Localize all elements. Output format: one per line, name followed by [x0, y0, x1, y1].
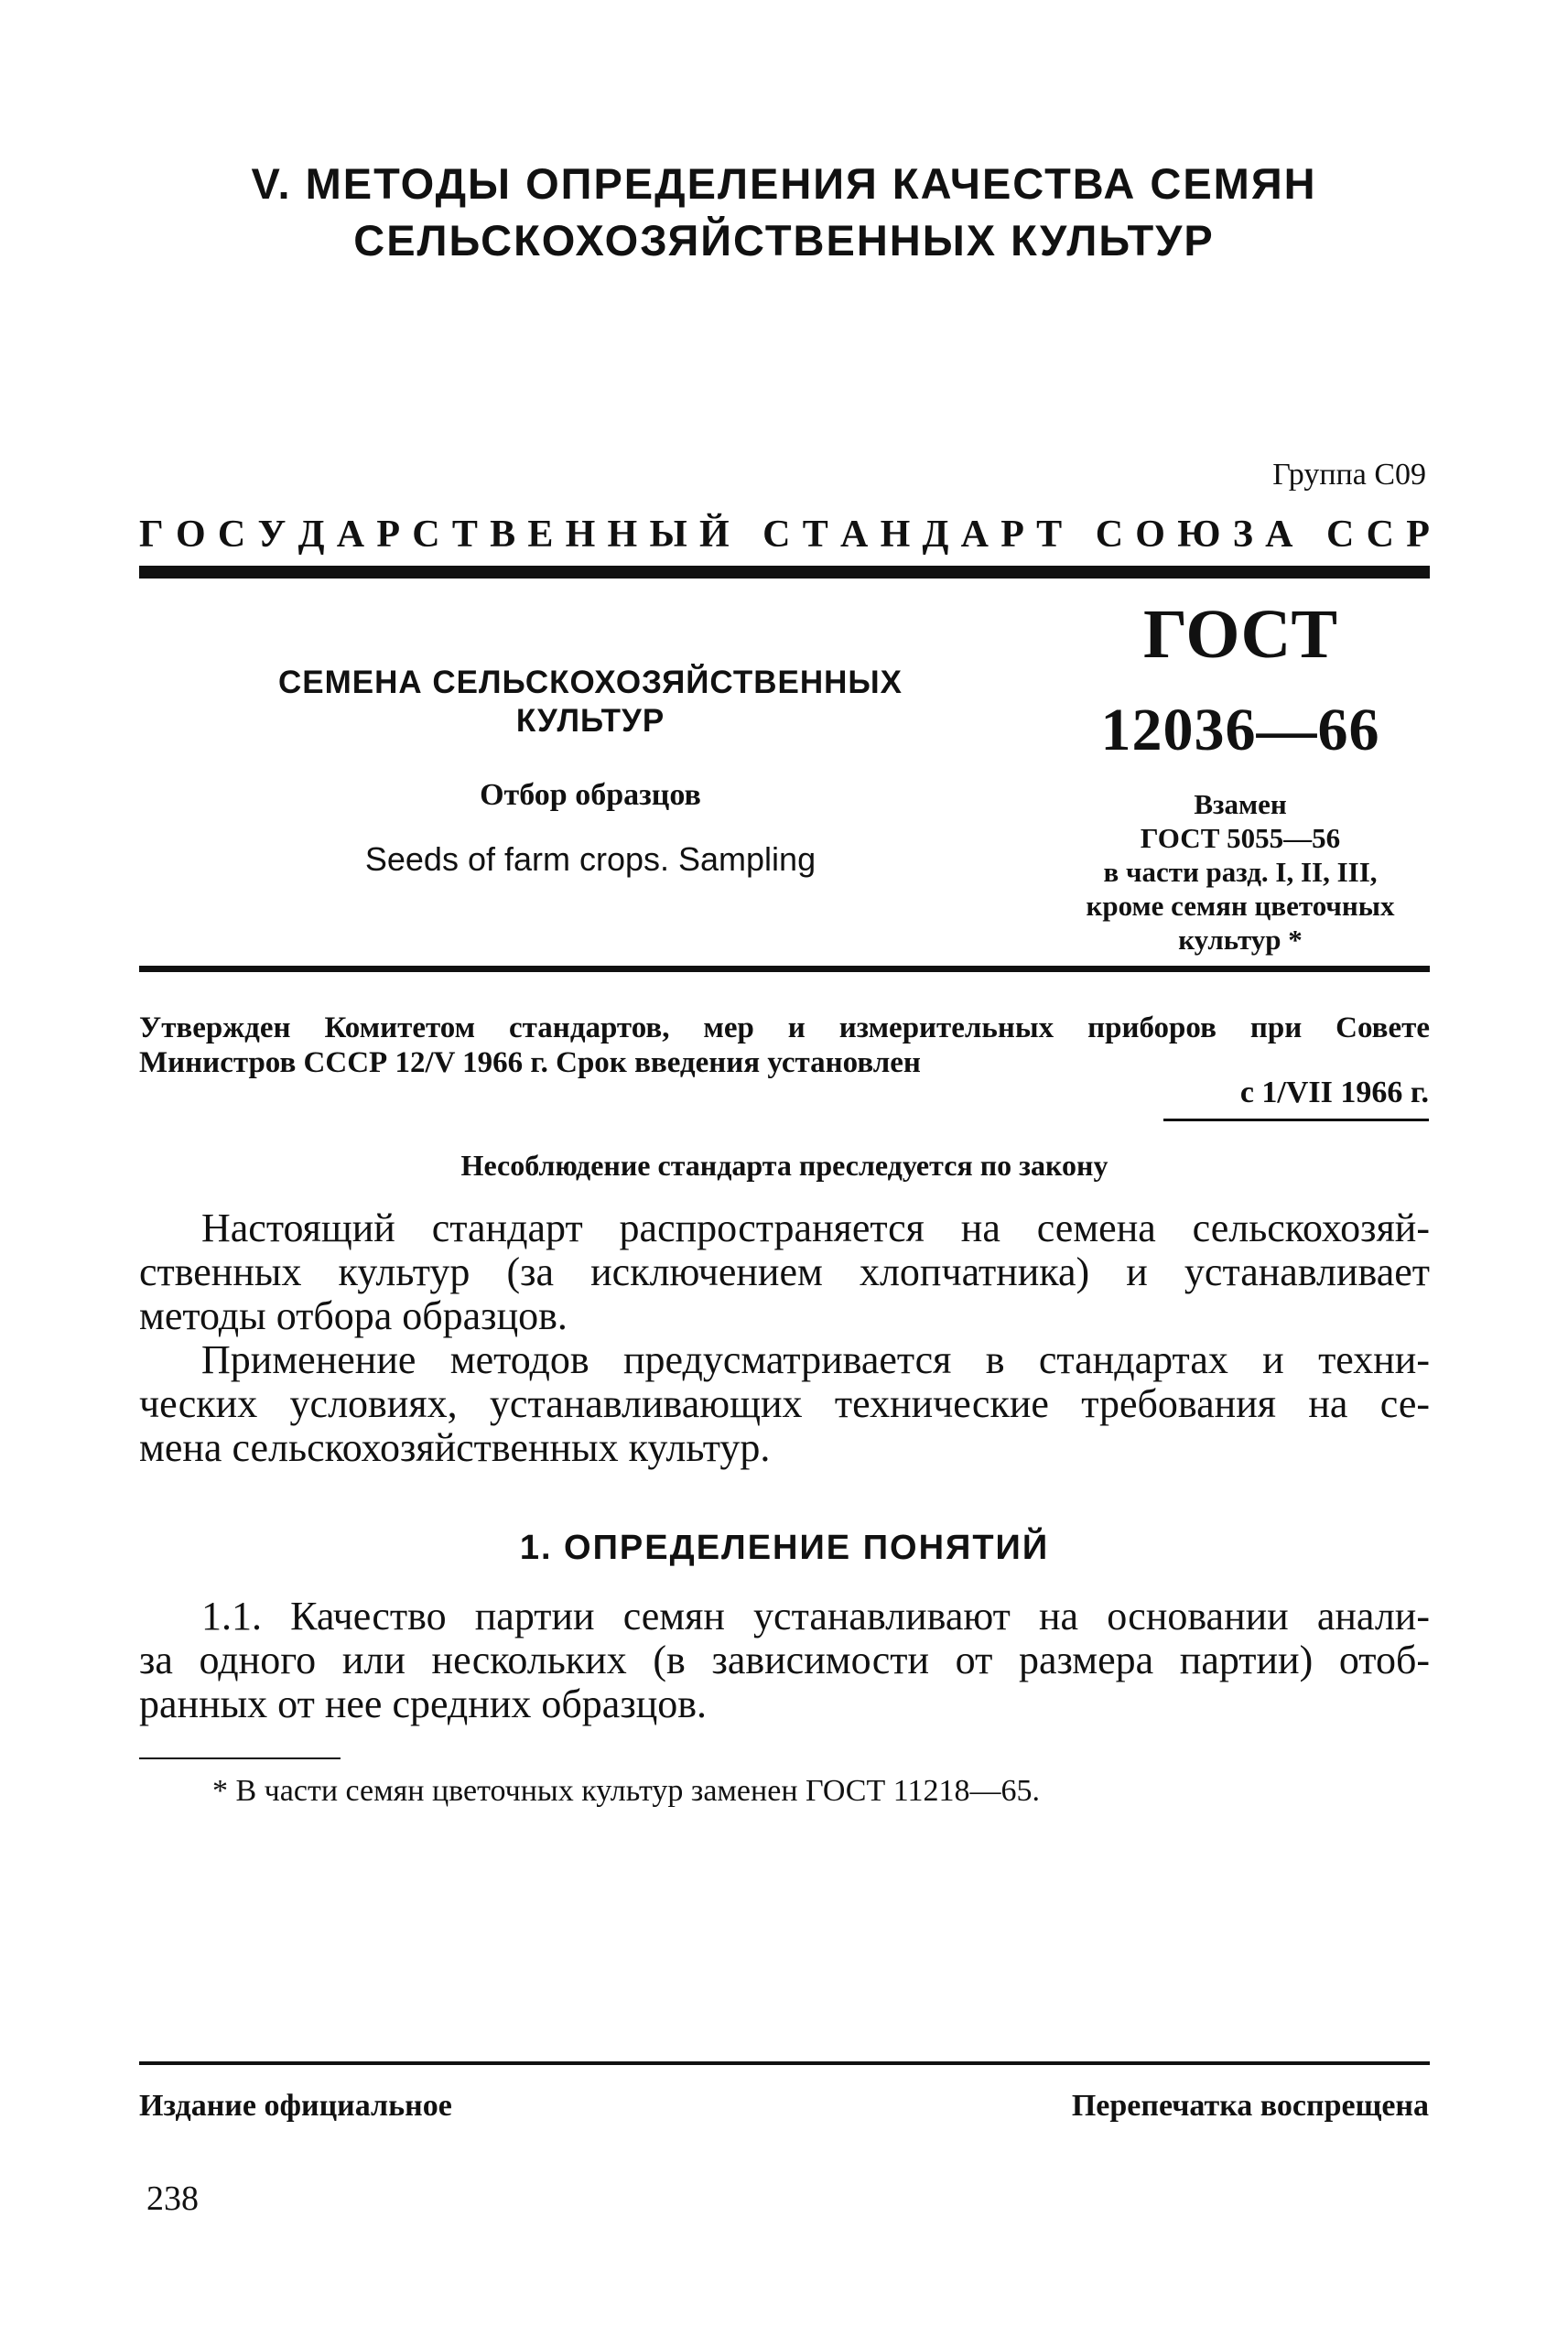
header-letter: Ы — [649, 514, 687, 556]
header-letter: С — [762, 514, 791, 556]
header-letter: А — [1265, 514, 1293, 556]
header-letter: С — [412, 514, 440, 556]
document-subtitle: Отбор образцов — [480, 778, 701, 812]
header-letter: Р — [376, 514, 400, 556]
body-paragraph-3 — [139, 1595, 1430, 1726]
header-letter — [741, 513, 751, 557]
replaces-line: кроме семян цветочных — [1086, 890, 1395, 922]
paragraph-line: ственных культур (за исключением хлопчатника) и устанавливает — [139, 1249, 1430, 1294]
header-letter: С — [1095, 514, 1124, 556]
gost-label: ГОСТ — [1142, 596, 1338, 673]
paragraph-line: ранных от нее средних образцов. — [139, 1682, 708, 1726]
effective-date: с 1/VII 1966 г. — [1239, 1076, 1429, 1109]
header-letter: В — [490, 514, 516, 556]
header-letter: Т — [1036, 514, 1063, 556]
paragraph-line: ческих условиях, устанавливающих технические требования на се- — [139, 1381, 1430, 1426]
header-letter: Н — [607, 514, 638, 556]
document-title-line-1: СЕМЕНА СЕЛЬСКОХОЗЯЙСТВЕННЫХ — [278, 665, 903, 700]
replaces-line: ГОСТ 5055—56 — [1140, 822, 1341, 854]
replaces-line: культур * — [1178, 924, 1303, 956]
header-letter: Д — [922, 514, 949, 556]
document-title-line-2: КУЛЬТУР — [515, 703, 665, 739]
body-paragraph-1 — [139, 1206, 1430, 1338]
header-letter: О — [1135, 514, 1165, 556]
paragraph-line: Применение методов предусматривается в стандартах и техни- — [201, 1337, 1430, 1382]
header-letter: Р — [1000, 514, 1024, 556]
header-letter: Р — [1406, 514, 1430, 556]
header-letter — [1074, 513, 1083, 557]
header-letter: А — [840, 514, 869, 556]
replaces-note — [1034, 787, 1446, 957]
body-paragraph-2 — [139, 1338, 1430, 1470]
header-letter: А — [960, 514, 989, 556]
header-letter: О — [175, 514, 206, 556]
page-number: 238 — [146, 2179, 199, 2218]
paragraph-line: мена сельскохозяйственных культур. — [139, 1425, 771, 1470]
document-title-english: Seeds of farm crops. Sampling — [364, 840, 816, 878]
header-letter: З — [1232, 514, 1253, 556]
header-letter: Й — [698, 514, 730, 556]
paragraph-line: за одного или нескольких (в зависимости от размера партии) отоб- — [139, 1638, 1430, 1682]
header-letter: С — [217, 514, 246, 556]
replaces-line: Взамен — [1194, 788, 1287, 820]
footnote: * В части семян цветочных культур заменен ГОСТ 11218—65. — [212, 1774, 1040, 1808]
header-letter: А — [336, 514, 365, 556]
header-letter: Ю — [1177, 514, 1221, 556]
state-standard-header — [139, 513, 1430, 557]
approval-line-1: Утвержден Комитетом стандартов, мер и измерительных приборов при Совете — [139, 1011, 1430, 1044]
header-thick-rule — [139, 566, 1430, 579]
footnote-rule — [139, 1757, 341, 1759]
paragraph-line: методы отбора образцов. — [139, 1293, 568, 1338]
header-letter: У — [257, 514, 287, 556]
footer-reprint-prohibited: Перепечатка воспрещена — [1071, 2089, 1429, 2123]
header-letter: Е — [527, 514, 554, 556]
footer-rule — [139, 2061, 1430, 2065]
header-letter: Д — [297, 514, 325, 556]
header-letter: Т — [451, 514, 478, 556]
group-code: Группа С09 — [1272, 458, 1426, 492]
effective-date-underline — [1163, 1119, 1429, 1121]
gost-number: 12036—66 — [1100, 697, 1380, 763]
approval-line-2: Министров СССР 12/V 1966 г. Срок введения установлен — [139, 1046, 921, 1079]
header-letter: Н — [880, 514, 911, 556]
paragraph-line: Настоящий стандарт распространяется на семена сельскохозяй- — [201, 1206, 1430, 1250]
header-letter — [1305, 513, 1314, 557]
header-letter: С — [1326, 514, 1355, 556]
section-title-line-2: СЕЛЬСКОХОЗЯЙСТВЕННЫХ КУЛЬТУР — [353, 216, 1215, 265]
header-letter: Н — [565, 514, 596, 556]
document-title — [188, 664, 993, 741]
header-letter: С — [1366, 514, 1394, 556]
replaces-line: в части разд. I, II, III, — [1103, 856, 1378, 888]
footer-official-edition: Издание официальное — [139, 2089, 452, 2123]
section-title-line-1: V. МЕТОДЫ ОПРЕДЕЛЕНИЯ КАЧЕСТВА СЕМЯН — [251, 159, 1317, 208]
legal-notice: Несоблюдение стандарта преследуется по закону — [460, 1149, 1108, 1182]
header-letter: Т — [802, 514, 828, 556]
title-block-rule — [139, 966, 1430, 972]
paragraph-line: 1.1. Качество партии семян устанавливают на основании анали- — [201, 1594, 1430, 1638]
section-title — [137, 156, 1431, 269]
header-letter: Г — [139, 514, 164, 556]
section-1-heading: 1. ОПРЕДЕЛЕНИЕ ПОНЯТИЙ — [519, 1529, 1050, 1567]
